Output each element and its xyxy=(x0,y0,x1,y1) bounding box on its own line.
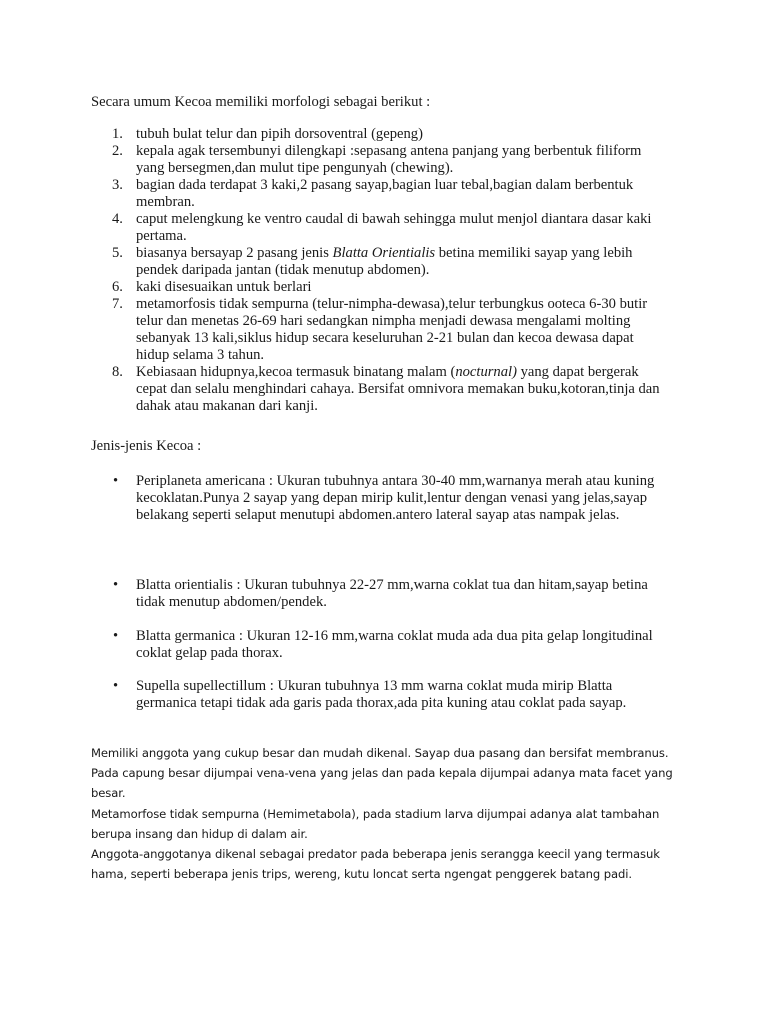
item-line: metamorfosis tidak sempurna (telur-nimpha-dewasa),telur terbungkus ooteca 6-30 butir xyxy=(136,296,648,312)
italic-species-name: Blatta Orientialis xyxy=(332,245,436,261)
bullet-icon: • xyxy=(113,678,119,694)
item-line: tubuh bulat telur dan pipih dorsoventral (gepeng) xyxy=(136,126,423,142)
bullet-list xyxy=(91,577,691,611)
item-line xyxy=(136,364,691,381)
bullet-line: coklat gelap pada thorax. xyxy=(136,645,283,661)
list-item xyxy=(91,126,691,143)
bullet-item xyxy=(91,473,691,524)
bullet-line: tidak menutup abdomen/pendek. xyxy=(136,594,327,610)
item-line: yang bersegmen,dan mulut tipe pengunyah (chewing). xyxy=(136,160,454,176)
item-number: 7. xyxy=(112,296,123,312)
bullet-list xyxy=(91,473,691,524)
item-number: 2. xyxy=(112,143,123,159)
item-text: biasanya bersayap 2 pasang jenis xyxy=(136,245,333,261)
list-item xyxy=(91,211,691,245)
item-text: yang dapat bergerak xyxy=(516,364,639,380)
item-number: 4. xyxy=(112,211,123,227)
paragraph-line: Pada capung besar dijumpai vena-vena yang jelas dan pada kepala dijumpai adanya mata facet yang xyxy=(91,766,673,781)
bullet-line: kecoklatan.Punya 2 sayap yang depan mirip kulit,lentur dengan venasi yang jelas,sayap xyxy=(136,490,648,506)
bullet-item xyxy=(91,577,691,611)
bullet-icon: • xyxy=(113,628,119,644)
list-item xyxy=(91,364,691,415)
list-item xyxy=(91,177,691,211)
item-line: hidup selama 3 tahun. xyxy=(136,347,265,363)
item-line: kepala agak tersembunyi dilengkapi :sepasang antena panjang yang berbentuk filiform xyxy=(136,143,642,159)
bullet-line: belakang seperti selaput menutupi abdomen.antero lateral sayap atas nampak jelas. xyxy=(136,507,620,523)
bullet-item xyxy=(91,628,691,662)
paragraph-line: berupa insang dan hidup di dalam air. xyxy=(91,826,308,841)
bullet-line: Blatta germanica : Ukuran 12-16 mm,warna coklat muda ada dua pita gelap longitudinal xyxy=(136,628,653,644)
item-line: telur dan menetas 26-69 hari sedangkan nimpha menjadi dewasa mengalami molting xyxy=(136,313,631,329)
paragraph-line: hama, seperti beberapa jenis trips, wereng, kutu loncat serta ngengat penggerek batang padi. xyxy=(91,867,632,882)
paragraph-line: besar. xyxy=(91,786,126,801)
item-number: 5. xyxy=(112,245,123,261)
list-item xyxy=(91,245,691,279)
item-number: 1. xyxy=(112,126,123,142)
bullet-icon: • xyxy=(113,473,119,489)
bullet-list xyxy=(91,678,691,712)
bullet-line: germanica tetapi tidak ada garis pada thorax,ada pita kuning atau coklat pada sayap. xyxy=(136,695,627,711)
italic-term: nocturnal) xyxy=(455,364,517,380)
paragraph-line: Memiliki anggota yang cukup besar dan mudah dikenal. Sayap dua pasang dan bersifat membranus. xyxy=(91,746,669,760)
item-text: Kebiasaan hidupnya,kecoa termasuk binatang malam ( xyxy=(136,364,456,380)
item-number: 6. xyxy=(112,279,123,295)
item-line: kaki disesuaikan untuk berlari xyxy=(136,279,312,295)
item-line: sebanyak 13 kali,siklus hidup secara keseluruhan 2-21 bulan dan kecoa dewasa dapat xyxy=(136,330,634,346)
item-line: pertama. xyxy=(136,228,187,244)
list-item xyxy=(91,296,691,364)
capung-paragraph xyxy=(91,743,691,884)
item-number: 8. xyxy=(112,364,123,380)
paragraph-line: Anggota-anggotanya dikenal sebagai predator pada beberapa jenis serangga keecil yang termasuk xyxy=(91,847,660,862)
intro-text: Secara umum Kecoa memiliki morfologi sebagai berikut : xyxy=(91,94,431,110)
bullet-line: Blatta orientialis : Ukuran tubuhnya 22-27 mm,warna coklat tua dan hitam,sayap betina xyxy=(136,577,648,593)
item-line: cepat dan selalu menghindari cahaya. Bersifat omnivora memakan buku,kotoran,tinja dan xyxy=(136,381,660,397)
list-item xyxy=(91,143,691,177)
list-item xyxy=(91,279,691,296)
bullet-line: Periplaneta americana : Ukuran tubuhnya antara 30-40 mm,warnanya merah atau kuning xyxy=(136,473,655,489)
paragraph-line: Metamorfose tidak sempurna (Hemimetabola), pada stadium larva dijumpai adanya alat tambahan xyxy=(91,806,660,821)
section-heading: Jenis-jenis Kecoa : xyxy=(91,438,202,454)
item-line: bagian dada terdapat 3 kaki,2 pasang sayap,bagian luar tebal,bagian dalam berbentuk xyxy=(136,177,634,193)
bullet-item xyxy=(91,678,691,712)
item-text: betina memiliki sayap yang lebih xyxy=(435,245,633,261)
item-line: dahak atau makanan dari kanji. xyxy=(136,398,318,414)
bullet-icon: • xyxy=(113,577,119,593)
item-line: membran. xyxy=(136,194,195,210)
item-number: 3. xyxy=(112,177,123,193)
bullet-line: Supella supellectillum : Ukuran tubuhnya 13 mm warna coklat muda mirip Blatta xyxy=(136,678,613,694)
item-line: pendek daripada jantan (tidak menutup abdomen). xyxy=(136,262,430,278)
morphology-list xyxy=(91,126,691,415)
bullet-list xyxy=(91,628,691,662)
item-line: caput melengkung ke ventro caudal di bawah sehingga mulut menjol diantara dasar kaki xyxy=(136,211,652,227)
item-line xyxy=(136,245,691,262)
